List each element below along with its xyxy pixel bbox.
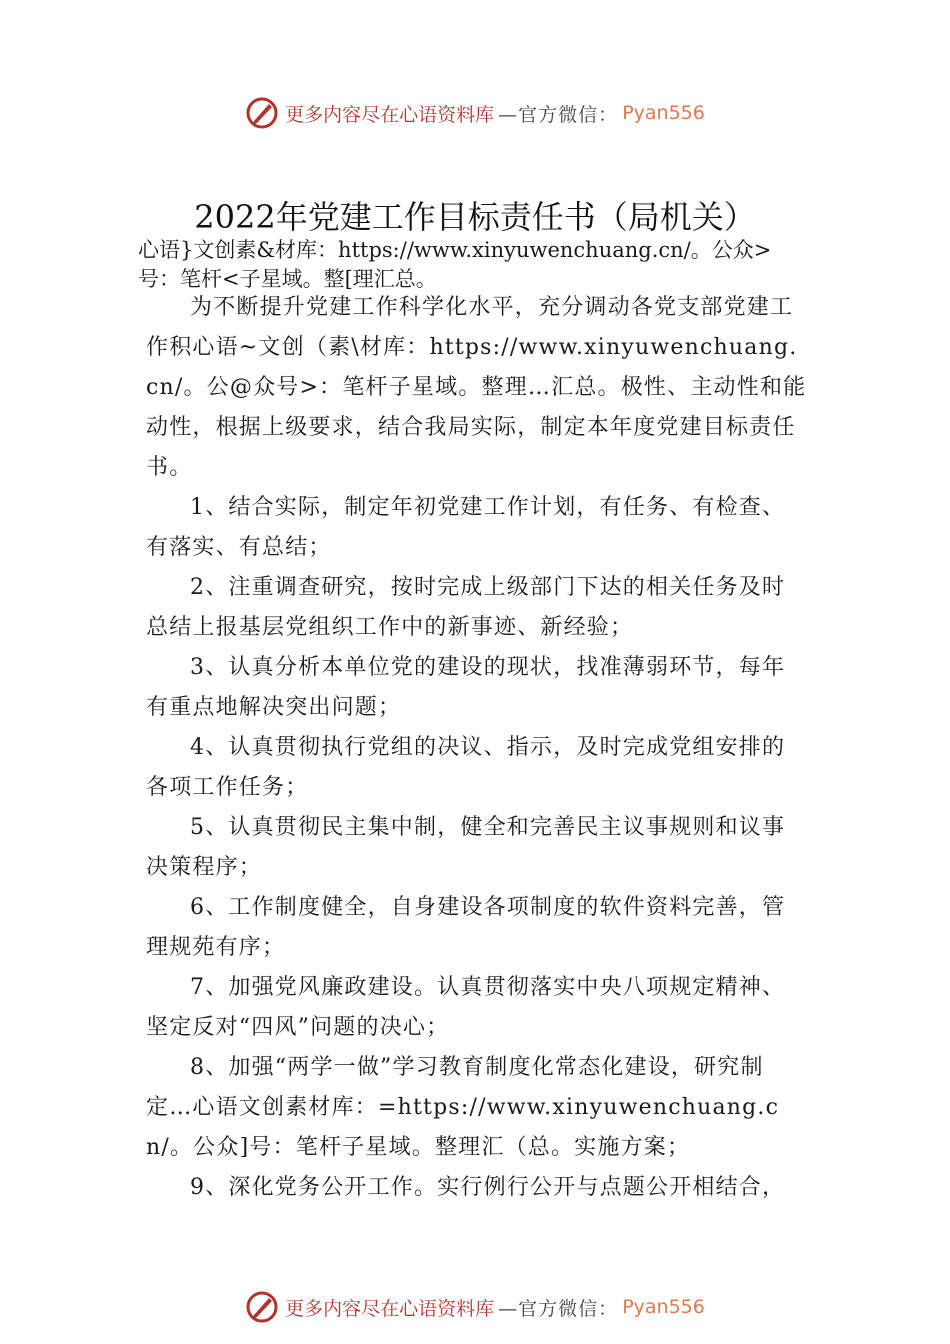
banner-text-main: 更多内容尽在心语资料库 — [285, 103, 495, 126]
pen-logo-icon — [245, 96, 279, 130]
banner-text-wechat: —官方微信： — [498, 1297, 619, 1320]
source-line-2: 号：笔杆<子星域。整[理汇总。 — [138, 267, 437, 291]
paragraph-item-9: 9、深化党务公开工作。实行例行公开与点题公开相结合， — [190, 1175, 786, 1200]
banner-text-main: 更多内容尽在心语资料库 — [285, 1297, 495, 1320]
paragraph-item-3: 3、认真分析本单位党的建设的现状，找准薄弱环节，每年有重点地解决突出问题； — [146, 655, 786, 720]
banner-text-id: Pyan556 — [622, 1296, 705, 1318]
pen-logo-icon — [245, 1290, 279, 1324]
paragraph-item-4: 4、认真贯彻执行党组的决议、指示，及时完成党组安排的各项工作任务； — [146, 735, 786, 800]
paragraph-item-1: 1、结合实际，制定年初党建工作计划，有任务、有检查、有落实、有总结； — [146, 495, 786, 560]
paragraph-item-5: 5、认真贯彻民主集中制，健全和完善民主议事规则和议事决策程序； — [146, 815, 786, 880]
source-line-1: 心语}文创素&材库：https://www.xinyuwenchuang.cn/。公众> — [138, 238, 772, 262]
footer-banner — [0, 1290, 950, 1324]
document-title: 2022年党建工作目标责任书（局机关） — [194, 198, 756, 236]
paragraph-item-7: 7、加强党风廉政建设。认真贯彻落实中央八项规定精神、坚定反对“四风”问题的决心； — [146, 975, 786, 1040]
paragraph-item-6: 6、工作制度健全，自身建设各项制度的软件资料完善，管理规苑有序； — [146, 895, 786, 960]
header-banner — [0, 96, 950, 130]
banner-text-id: Pyan556 — [622, 102, 705, 124]
paragraph-item-2: 2、注重调查研究，按时完成上级部门下达的相关任务及时总结上报基层党组织工作中的新事迹、新经验； — [146, 575, 786, 640]
document-body — [146, 288, 808, 1208]
paragraph-intro: 为不断提升党建工作科学化水平，充分调动各党支部党建工作积心语~文创（素\材库：https://www.xinyuwenchuang.cn/。公@众号>：笔杆子星域。整理…汇总。极性、主动性和能动性，根据上级要求，结合我局实际，制定本年度党建目标责任书。 — [146, 295, 807, 480]
paragraph-item-8: 8、加强“两学一做”学习教育制度化常态化建设，研究制定…心语文创素材库：=https://www.xinyuwenchuang.cn/。公众]号：笔杆子星域。整理汇（总。实施方案； — [146, 1055, 780, 1160]
banner-text-wechat: —官方微信： — [498, 103, 619, 126]
